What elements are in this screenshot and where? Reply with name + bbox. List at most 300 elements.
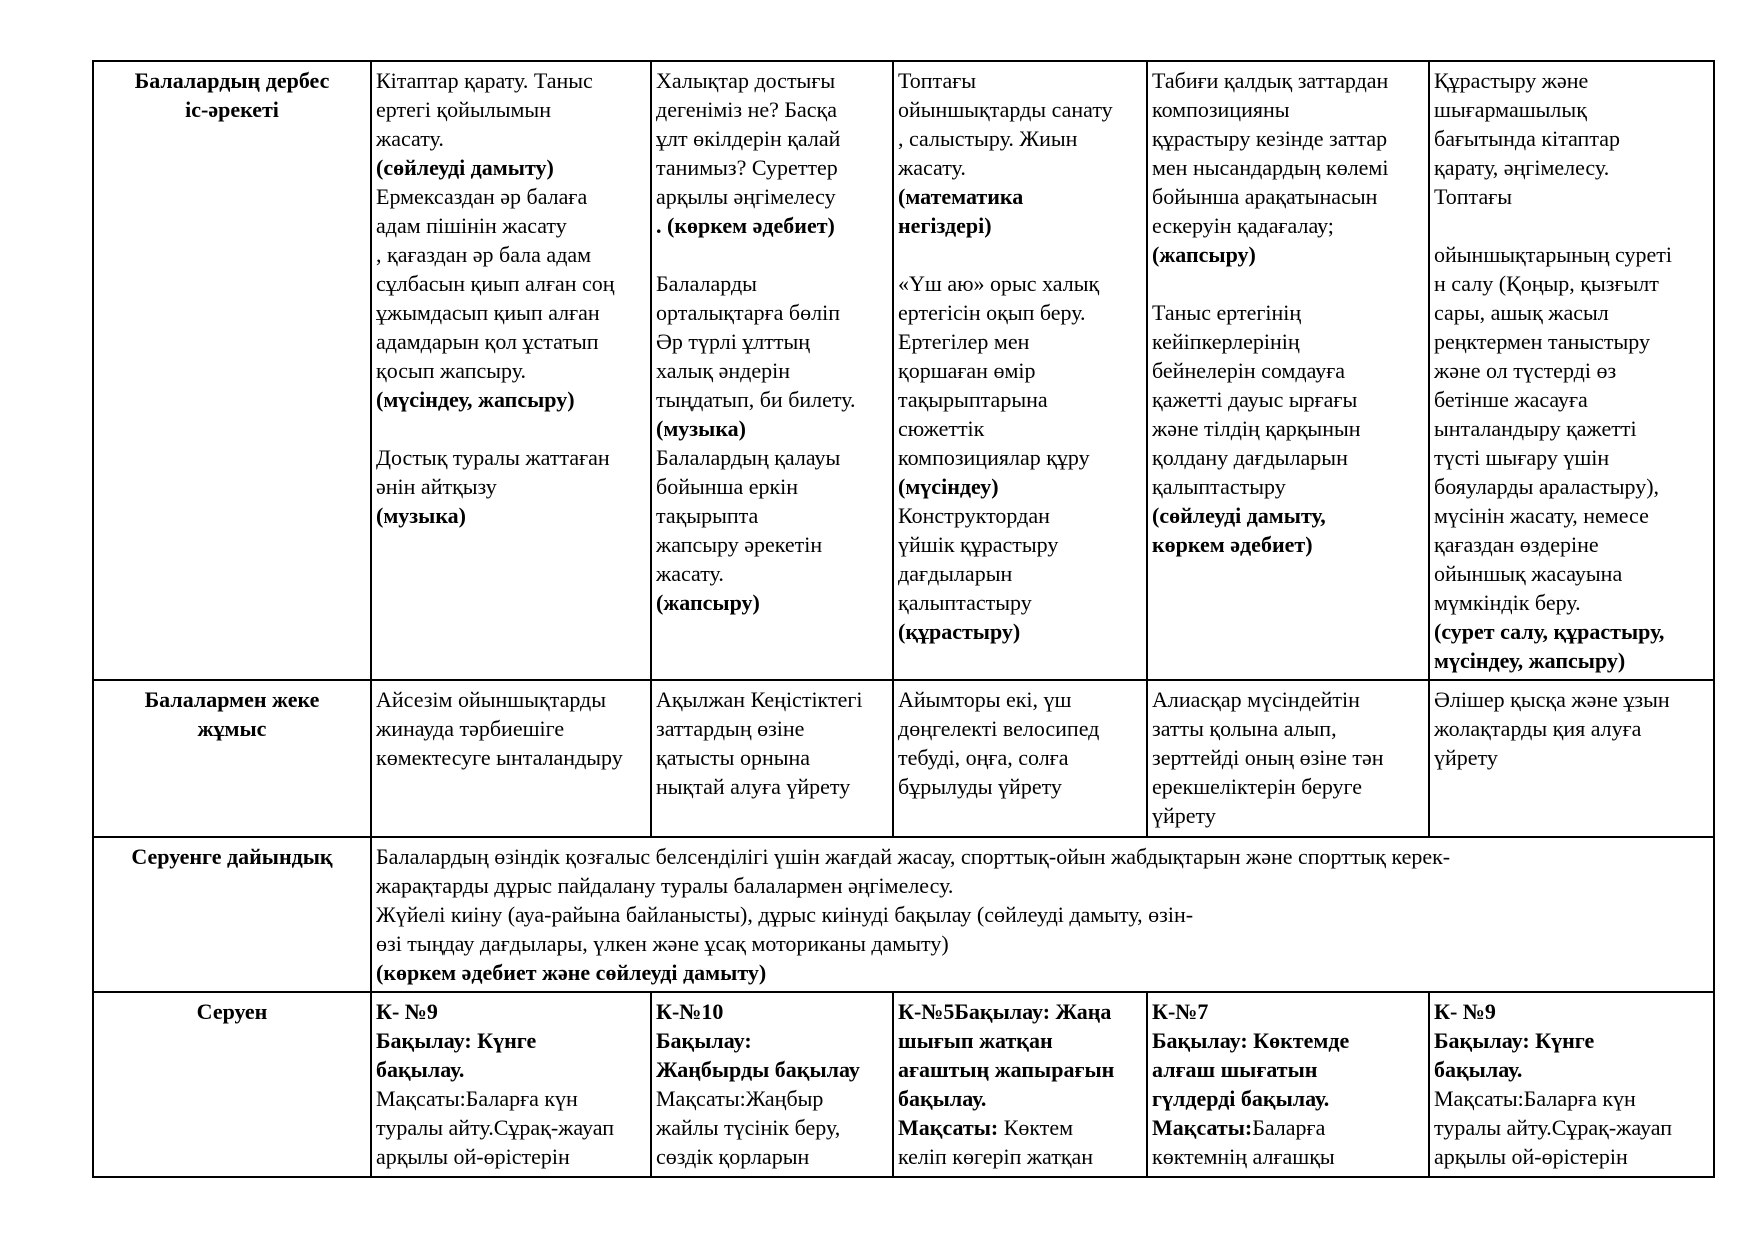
bold-text: гүлдерді бақылау. (1152, 1086, 1330, 1111)
text-line (898, 414, 1144, 443)
text-line (376, 685, 648, 714)
row-header (93, 837, 371, 992)
text-line (656, 1084, 890, 1113)
text: Мақсаты:Баларға күн (376, 1086, 578, 1111)
text: сюжеттік (898, 416, 985, 441)
text-line (898, 95, 1144, 124)
text: сары, ашық жасыл (1434, 300, 1609, 325)
text: Кітаптар қарату. Таныс (376, 68, 593, 93)
text: көмектесуге ынталандыру (376, 745, 623, 770)
text-line (1152, 1113, 1426, 1142)
text: бетінше жасауға (1434, 387, 1588, 412)
bold-text: бақылау. (1434, 1057, 1523, 1082)
text-line (898, 588, 1144, 617)
text-line (898, 182, 1144, 211)
text: Балалардың қалауы (656, 445, 841, 470)
text-line (656, 530, 890, 559)
text-line (1434, 685, 1711, 714)
bold-text: бақылау. (898, 1086, 987, 1111)
bold-text: алғаш шығатын (1152, 1057, 1318, 1082)
text: түсті шығару үшін (1434, 445, 1610, 470)
text-line (898, 298, 1144, 327)
text: бойынша еркін (656, 474, 799, 499)
text-line (656, 385, 890, 414)
text-line (376, 929, 1711, 958)
row-header (93, 680, 371, 837)
text: дөңгелекті велосипед (898, 716, 1100, 741)
text: сөздік қорларын (656, 1144, 810, 1169)
text-line (656, 414, 890, 443)
text-line (1434, 530, 1711, 559)
text: өзі тыңдау дағдылары, үлкен және ұсақ моториканы дамыту) (376, 931, 949, 956)
text: келіп көгеріп жатқан (898, 1144, 1094, 1169)
table-cell (893, 61, 1147, 680)
text-line (898, 530, 1144, 559)
text: үйрету (1434, 745, 1498, 770)
text-line (1152, 714, 1426, 743)
text-line (898, 1142, 1144, 1171)
text: дегеніміз не? Басқа (656, 97, 837, 122)
table-cell (1147, 61, 1429, 680)
text-line (1152, 997, 1426, 1026)
text-line (376, 501, 648, 530)
table-cell (651, 992, 893, 1177)
bold-text: К-№7 (1152, 999, 1209, 1024)
text: , салыстыру. Жиын (898, 126, 1078, 151)
text-line (1152, 1084, 1426, 1113)
text: көктемнің алғашқы (1152, 1144, 1335, 1169)
text-line (1434, 997, 1711, 1026)
text: қағаздан өздеріне (1434, 532, 1599, 557)
text: Балаларды (656, 271, 757, 296)
text-line (898, 211, 1144, 240)
text-line (376, 714, 648, 743)
text-line (656, 714, 890, 743)
text-line (898, 617, 1144, 646)
text-line (376, 240, 648, 269)
document-page (92, 60, 1713, 1178)
text-line (898, 743, 1144, 772)
text-line (898, 772, 1144, 801)
text-line (1434, 182, 1711, 211)
text: мүмкіндік беру. (1434, 590, 1581, 615)
text-line (656, 1055, 890, 1084)
text: Конструктордан (898, 503, 1050, 528)
text: Айсезім ойыншықтарды (376, 687, 607, 712)
text-line (1434, 66, 1711, 95)
text-line (656, 997, 890, 1026)
text: Табиғи қалдық заттардан (1152, 68, 1389, 93)
text-line (656, 685, 890, 714)
text: құрастыру кезінде заттар (1152, 126, 1388, 151)
bold-text: Бақылау: Көктемде (1152, 1028, 1350, 1053)
row-header-line: Балалардың дербес (134, 68, 330, 93)
text: Таныс ертегінің (1152, 300, 1302, 325)
text: жасату. (656, 561, 724, 586)
text-line (656, 95, 890, 124)
text-line (898, 501, 1144, 530)
text-line (898, 269, 1144, 298)
text: халық әндерін (656, 358, 790, 383)
text-line (656, 559, 890, 588)
text-line (1434, 1084, 1711, 1113)
text-line (1152, 1055, 1426, 1084)
row-header-line: іс-әрекеті (185, 97, 279, 122)
text-line (376, 1026, 648, 1055)
text-line (1434, 588, 1711, 617)
text-line (376, 900, 1711, 929)
text-line (656, 356, 890, 385)
text: Топтағы (898, 68, 977, 93)
text-line (898, 66, 1144, 95)
text: ынталандыру қажетті (1434, 416, 1637, 441)
bold-text: шығып жатқан (898, 1028, 1053, 1053)
text-line (1434, 443, 1711, 472)
text: ұжымдасып қиып алған (376, 300, 600, 325)
text-line (898, 443, 1144, 472)
text-line (1152, 327, 1426, 356)
bold-text: К- №9 (376, 999, 438, 1024)
text-line (376, 211, 648, 240)
text: Құрастыру және (1434, 68, 1589, 93)
text: дағдыларын (898, 561, 1013, 586)
text-line (1152, 124, 1426, 153)
text-line (656, 124, 890, 153)
text: Айымторы екі, үш (898, 687, 1072, 712)
bold-text: (музыка) (656, 416, 746, 441)
text-line (1434, 1055, 1711, 1084)
text: зерттейді оның өзіне тән (1152, 745, 1384, 770)
text-line (1434, 1113, 1711, 1142)
text: арқылы ой-өрістерін (376, 1144, 570, 1169)
table-cell (1429, 992, 1714, 1177)
text-line (1434, 385, 1711, 414)
text-line (1152, 472, 1426, 501)
row-header-line: Балалармен жеке (144, 687, 320, 712)
bold-text: (жапсыру) (1152, 242, 1256, 267)
text-line (656, 1142, 890, 1171)
text: қосып жапсыру. (376, 358, 527, 383)
text-line (656, 1026, 890, 1055)
text-line (656, 772, 890, 801)
text: адам пішінін жасату (376, 213, 567, 238)
bold-text: (сөйлеуді дамыту) (376, 155, 554, 180)
text: Ақылжан Кеңістіктегі (656, 687, 863, 712)
bold-text: көркем әдебиет) (1152, 532, 1313, 557)
text-line (1152, 414, 1426, 443)
text-line (376, 66, 648, 95)
text: қолдану дағдыларын (1152, 445, 1348, 470)
blank-line (1434, 211, 1711, 240)
bold-text: К-№5Бақылау: Жаңа (898, 999, 1112, 1024)
text: Балалардың өзіндік қозғалыс белсенділігі үшін жағдай жасау, спорттық-ойын жабдықтарын және спорттық керек- (376, 844, 1451, 869)
text-line (1152, 801, 1426, 830)
text-line (1434, 327, 1711, 356)
text: арқылы әңгімелесу (656, 184, 836, 209)
text: Топтағы (1434, 184, 1513, 209)
bold-text: Бақылау: (656, 1028, 752, 1053)
text: Баларға (1252, 1115, 1326, 1140)
text-line (898, 327, 1144, 356)
bold-text: (математика (898, 184, 1024, 209)
text: Достық туралы жаттаған (376, 445, 610, 470)
text-line (1152, 356, 1426, 385)
text-line (1152, 501, 1426, 530)
text: «Үш аю» орыс халық (898, 271, 1100, 296)
text: тыңдатып, би билету. (656, 387, 856, 412)
blank-line (898, 240, 1144, 269)
text-line (376, 298, 648, 327)
text-line (376, 997, 648, 1026)
blank-line (1152, 269, 1426, 298)
text-line (376, 356, 648, 385)
text: бағытында кітаптар (1434, 126, 1620, 151)
row-header-line: Серуенге дайындық (131, 844, 333, 869)
text-line (656, 66, 890, 95)
text-line (1152, 153, 1426, 182)
text-line (656, 588, 890, 617)
text: сұлбасын қиып алған соң (376, 271, 615, 296)
text-line (656, 211, 890, 240)
bold-text: Мақсаты: (898, 1115, 1004, 1140)
text-line (1152, 1026, 1426, 1055)
text: ұлт өкілдерін қалай (656, 126, 841, 151)
text: үйшік құрастыру (898, 532, 1059, 557)
text-line (376, 871, 1711, 900)
text: композицияны (1152, 97, 1290, 122)
text: бейнелерін сомдауға (1152, 358, 1346, 383)
text-line (1434, 153, 1711, 182)
table-cell-span (371, 837, 1714, 992)
text-line (1152, 211, 1426, 240)
text: Халықтар достығы (656, 68, 836, 93)
text-line (898, 153, 1144, 182)
table-row (93, 992, 1714, 1177)
table-row (93, 837, 1714, 992)
text-line (376, 743, 648, 772)
text-line (376, 472, 648, 501)
text: Алиасқар мүсіндейтін (1152, 687, 1360, 712)
text: орталықтарға бөліп (656, 300, 840, 325)
text-line (1434, 1026, 1711, 1055)
text-line (1434, 501, 1711, 530)
text-line (1434, 617, 1711, 646)
text: кейіпкерлерінің (1152, 329, 1300, 354)
text: тебуді, оңға, солға (898, 745, 1069, 770)
text: қарату, әңгімелесу. (1434, 155, 1610, 180)
bold-text: К-№10 (656, 999, 724, 1024)
text-line (898, 124, 1144, 153)
text-line (1434, 414, 1711, 443)
text: композициялар құру (898, 445, 1090, 470)
text: шығармашылық (1434, 97, 1587, 122)
text: ерекшеліктерін беруге (1152, 774, 1363, 799)
bold-text: (сурет салу, құрастыру, (1434, 619, 1665, 644)
text-line (656, 501, 890, 530)
text-line (376, 269, 648, 298)
text-line (898, 356, 1144, 385)
text: бұрылуды үйрету (898, 774, 1062, 799)
row-header-line: жұмыс (197, 716, 267, 741)
text-line (1152, 443, 1426, 472)
text-line (1434, 124, 1711, 153)
text-line (898, 472, 1144, 501)
text-line (1434, 559, 1711, 588)
text-line (1434, 356, 1711, 385)
text-line (656, 472, 890, 501)
text: Мақсаты:Баларға күн (1434, 1086, 1636, 1111)
text-line (898, 714, 1144, 743)
row-header (93, 992, 371, 1177)
daily-plan-table (92, 60, 1715, 1178)
bold-text: (көркем әдебиет және сөйлеуді дамыту) (376, 960, 767, 985)
table-cell (371, 61, 651, 680)
table-cell (371, 680, 651, 837)
bold-text: Бақылау: Күнге (376, 1028, 537, 1053)
text: жасату. (376, 126, 444, 151)
text-line (376, 95, 648, 124)
text: Әлішер қысқа және ұзын (1434, 687, 1670, 712)
text: жасату. (898, 155, 966, 180)
text-line (898, 1026, 1144, 1055)
text: бойынша арақатынасын (1152, 184, 1378, 209)
text: қоршаған өмір (898, 358, 1036, 383)
row-header-line: Серуен (196, 999, 268, 1024)
text: қалыптастыру (1152, 474, 1286, 499)
text-line (376, 842, 1711, 871)
text: тақырыпта (656, 503, 759, 528)
text-line (1434, 1142, 1711, 1171)
text-line (376, 958, 1711, 987)
bold-text: (құрастыру) (898, 619, 1021, 644)
text: Әр түрлі ұлттың (656, 329, 811, 354)
bold-text: Мақсаты: (1152, 1115, 1253, 1140)
blank-line (376, 414, 648, 443)
table-cell (371, 992, 651, 1177)
text: ескеруін қадағалау; (1152, 213, 1334, 238)
bold-text: К- №9 (1434, 999, 1496, 1024)
text: адамдарын қол ұстатып (376, 329, 599, 354)
text: ертегісін оқып беру. (898, 300, 1086, 325)
table-cell (1147, 992, 1429, 1177)
text-line (1434, 240, 1711, 269)
text: туралы айту.Сұрақ-жауап (376, 1115, 614, 1140)
text: жарақтарды дұрыс пайдалану туралы балалармен әңгімелесу. (376, 873, 954, 898)
text: туралы айту.Сұрақ-жауап (1434, 1115, 1672, 1140)
table-cell (1429, 61, 1714, 680)
bold-text: (сөйлеуді дамыту, (1152, 503, 1326, 528)
text-line (656, 1113, 890, 1142)
bold-text: бақылау. (376, 1057, 465, 1082)
text-line (1434, 472, 1711, 501)
text-line (1434, 646, 1711, 675)
text-line (376, 385, 648, 414)
text: және тілдің қарқынын (1152, 416, 1361, 441)
text-line (656, 298, 890, 327)
text: қалыптастыру (898, 590, 1032, 615)
text-line (1152, 95, 1426, 124)
text-line (376, 1084, 648, 1113)
text: ойыншық жасауына (1434, 561, 1623, 586)
bold-text: мүсіндеу, жапсыру) (1434, 648, 1626, 673)
text: заттардың өзіне (656, 716, 805, 741)
text: жапсыру әрекетін (656, 532, 823, 557)
text-line (376, 1113, 648, 1142)
table-row (93, 61, 1714, 680)
text-line (1152, 1142, 1426, 1171)
text: Жүйелі киіну (ауа-райына байланысты), дұрыс киінуді бақылау (сөйлеуді дамыту, өзін- (376, 902, 1194, 927)
text: затты қолына алып, (1152, 716, 1337, 741)
text: қажетті дауыс ырғағы (1152, 387, 1358, 412)
text: Ертегілер мен (898, 329, 1030, 354)
text-line (376, 1142, 648, 1171)
text: н салу (Қоңыр, қызғылт (1434, 271, 1659, 296)
text: тақырыптарына (898, 387, 1048, 412)
table-cell (1429, 680, 1714, 837)
text: үйрету (1152, 803, 1216, 828)
text-line (1434, 298, 1711, 327)
table-cell (893, 680, 1147, 837)
text-line (1152, 66, 1426, 95)
bold-text: . (көркем әдебиет) (656, 213, 835, 238)
text: мен нысандардың көлемі (1152, 155, 1389, 180)
text: , қағаздан әр бала адам (376, 242, 592, 267)
table-row (93, 680, 1714, 837)
text: танимыз? Суреттер (656, 155, 838, 180)
text-line (1152, 772, 1426, 801)
text: Ермексаздан әр балаға (376, 184, 588, 209)
table-cell (893, 992, 1147, 1177)
text: жайлы түсінік беру, (656, 1115, 841, 1140)
text: нықтай алуға үйрету (656, 774, 851, 799)
text-line (656, 269, 890, 298)
text-line (656, 182, 890, 211)
text: қатысты орнына (656, 745, 811, 770)
text-line (1152, 685, 1426, 714)
bold-text: (музыка) (376, 503, 466, 528)
bold-text: (мүсіндеу) (898, 474, 999, 499)
table-cell (651, 61, 893, 680)
text-line (898, 559, 1144, 588)
text: ертегі қойылымын (376, 97, 551, 122)
text-line (1152, 743, 1426, 772)
blank-line (656, 240, 890, 269)
text: бояуларды араластыру), (1434, 474, 1660, 499)
text-line (656, 153, 890, 182)
bold-text: негіздері) (898, 213, 992, 238)
text-line (1152, 182, 1426, 211)
text-line (656, 443, 890, 472)
bold-text: ағаштың жапырағын (898, 1057, 1115, 1082)
text-line (656, 743, 890, 772)
row-header (93, 61, 371, 680)
text-line (1152, 298, 1426, 327)
text-line (1152, 385, 1426, 414)
text-line (1152, 530, 1426, 559)
text-line (898, 1113, 1144, 1142)
text-line (376, 1055, 648, 1084)
text-line (898, 385, 1144, 414)
text: жолақтарды қия алуға (1434, 716, 1642, 741)
text-line (1152, 240, 1426, 269)
text-line (1434, 743, 1711, 772)
text: арқылы ой-өрістерін (1434, 1144, 1628, 1169)
text-line (898, 1084, 1144, 1113)
text-line (1434, 269, 1711, 298)
text: жинауда тәрбиешіге (376, 716, 565, 741)
text: Көктем (1003, 1115, 1074, 1140)
text-line (1434, 714, 1711, 743)
